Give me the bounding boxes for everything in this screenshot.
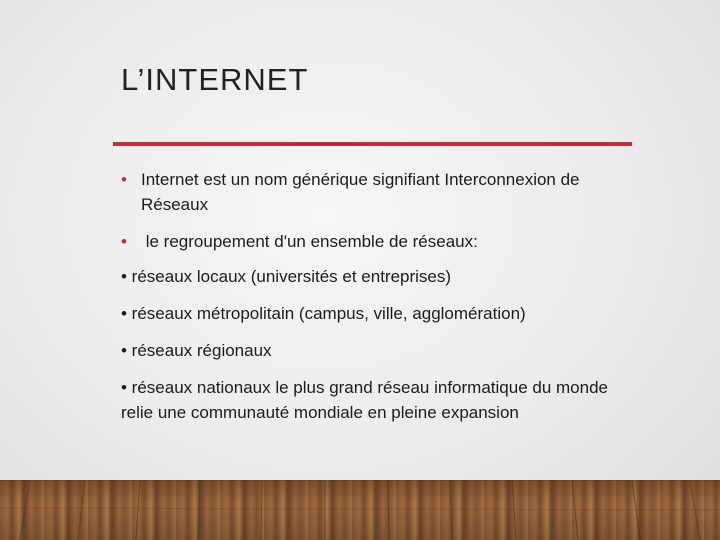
title-underline	[113, 142, 632, 146]
wood-floor-image	[0, 480, 720, 540]
list-item: • réseaux locaux (universités et entreprises)	[121, 267, 452, 286]
bullet-text: Internet est un nom générique signifiant Interconnexion de Réseaux	[141, 170, 580, 214]
list-item: • réseaux régionaux	[121, 341, 272, 360]
bullet-item	[121, 167, 621, 217]
bullet-item	[121, 229, 621, 254]
list-item: • réseaux nationaux le plus grand réseau informatique du monde relie une communauté mondiale en pleine expansion	[121, 378, 608, 422]
slide-body	[121, 167, 621, 437]
bullet-marker: •	[121, 232, 127, 251]
bullet-marker: •	[121, 170, 127, 189]
list-item: • réseaux métropolitain (campus, ville, agglomération)	[121, 304, 526, 323]
slide-title: L’INTERNET	[121, 62, 309, 97]
bullet-text: le regroupement d'un ensemble de réseaux:	[141, 232, 478, 251]
floor-shadow	[0, 480, 720, 540]
